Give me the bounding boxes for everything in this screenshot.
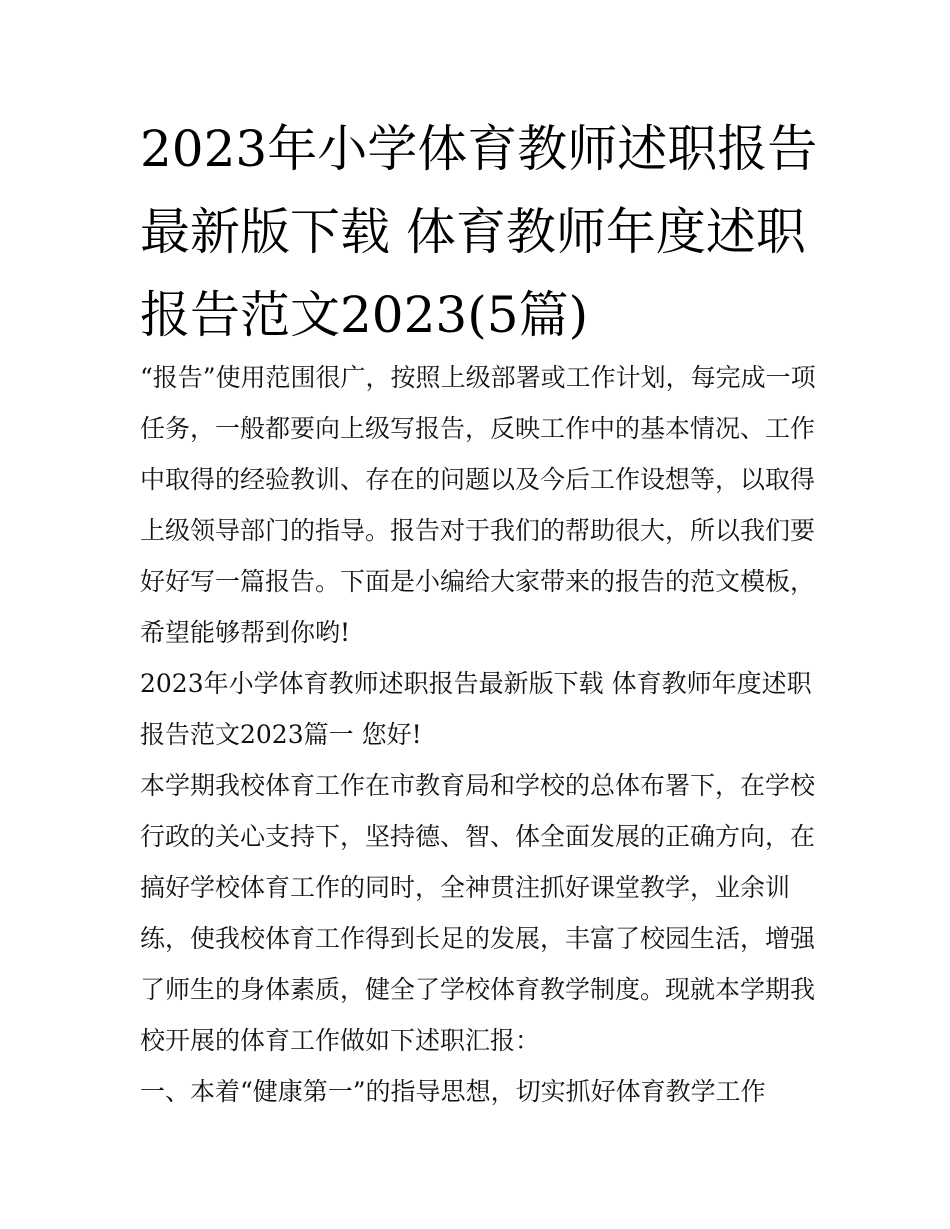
body-line-11: 搞好学校体育工作的同时，全神贯注抓好课堂教学，业余训 bbox=[140, 873, 791, 902]
body-line-10: 行政的关心支持下，坚持德、智、体全面发展的正确方向，在 bbox=[140, 822, 816, 851]
body-line-8: 报告范文2023篇一 您好! bbox=[140, 720, 422, 749]
body-line-13: 了师生的身体素质，健全了学校体育教学制度。现就本学期我 bbox=[140, 975, 816, 1004]
body-line-6: 希望能够帮到你哟! bbox=[140, 618, 351, 647]
body-line-3: 中取得的经验教训、存在的问题以及今后工作设想等，以取得 bbox=[140, 465, 816, 494]
body-line-5: 好好写一篇报告。下面是小编给大家带来的报告的范文模板， bbox=[140, 567, 816, 596]
body-line-14: 校开展的体育工作做如下述职汇报： bbox=[140, 1026, 541, 1055]
document-title bbox=[140, 108, 820, 357]
title-line-1: 2023年小学体育教师述职报告 bbox=[140, 120, 818, 178]
body-line-1: “报告”使用范围很广，按照上级部署或工作计划，每完成一项 bbox=[140, 363, 816, 392]
body-line-2: 任务，一般都要向上级写报告，反映工作中的基本情况、工作 bbox=[140, 414, 816, 443]
body-line-7: 2023年小学体育教师述职报告最新版下载 体育教师年度述职 bbox=[140, 669, 812, 698]
title-line-3: 报告范文2023(5篇) bbox=[140, 286, 589, 344]
title-line-2: 最新版下载 体育教师年度述职 bbox=[140, 203, 806, 261]
body-line-15: 一、本着“健康第一”的指导思想，切实抓好体育教学工作 bbox=[140, 1077, 766, 1106]
body-line-9: 本学期我校体育工作在市教育局和学校的总体布署下，在学校 bbox=[140, 771, 816, 800]
body-line-4: 上级领导部门的指导。报告对于我们的帮助很大，所以我们要 bbox=[140, 516, 816, 545]
document-body bbox=[140, 352, 820, 1117]
body-line-12: 练，使我校体育工作得到长足的发展，丰富了校园生活，增强 bbox=[140, 924, 816, 953]
